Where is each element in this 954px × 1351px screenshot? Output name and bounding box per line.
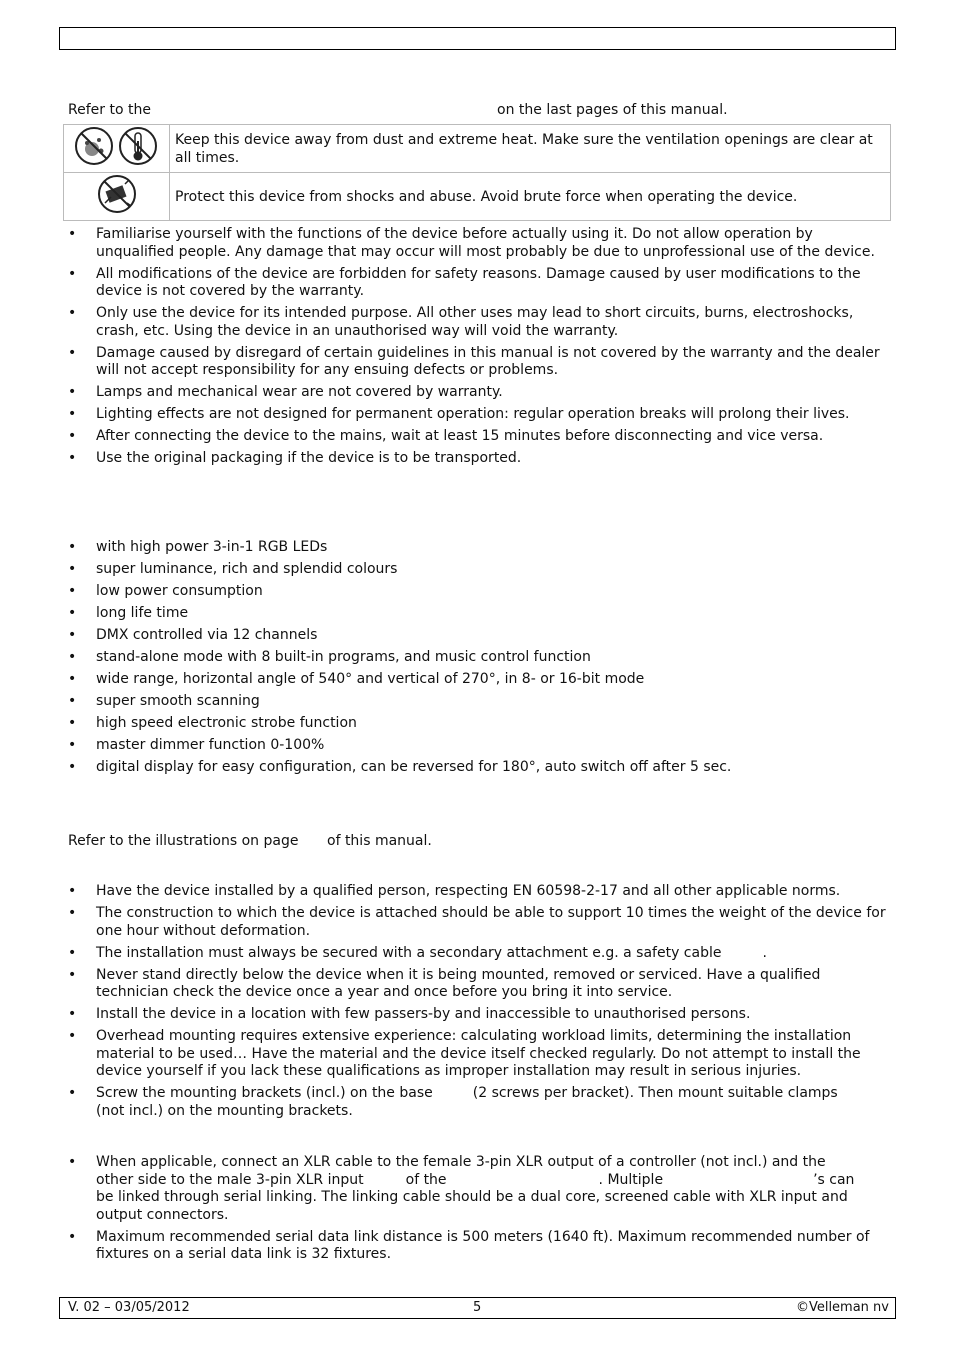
overview-prefix: Refer to the illustrations on page <box>68 833 299 849</box>
list-item <box>68 1085 888 1120</box>
dmx-line-2a: other side to the male 3-pin XLR input <box>96 1171 364 1188</box>
warning-icons-cell <box>64 173 170 221</box>
list-item: • DMX controlled via 12 channels <box>68 627 888 645</box>
secured-end: . <box>762 944 767 961</box>
shock-icon <box>95 173 139 215</box>
page-footer <box>59 1297 896 1319</box>
list-item: • Never stand directly below the device when it is being mounted, removed or serviced. Have a qualified technician check the device once a year and once before you bring it into service. <box>68 967 888 1002</box>
dmx-line-4: output connectors. <box>96 1206 229 1223</box>
list-item <box>68 945 888 963</box>
dmx-line-2b: of the <box>405 1171 447 1188</box>
guidelines-list <box>68 226 888 472</box>
bracket-text-c: (not incl.) on the mounting brackets. <box>96 1102 353 1119</box>
footer-copyright: ©Velleman nv <box>795 1300 889 1315</box>
warning-row <box>64 125 891 173</box>
list-item: • super luminance, rich and splendid colours <box>68 561 888 579</box>
installation-list-a <box>68 883 888 1125</box>
intro-line <box>68 102 151 118</box>
warning-icons-cell <box>64 125 170 173</box>
list-item: • Overhead mounting requires extensive experience: calculating workload limits, determining the installation material to be used… Have the material and the device itself checked regularly. Do not attempt to install the device yourself if you lack these qualifications as improper installation may result in serious injuries. <box>68 1028 888 1081</box>
footer-version: V. 02 – 03/05/2012 <box>68 1300 190 1315</box>
list-item: • wide range, horizontal angle of 540° and vertical of 270°, in 8- or 16-bit mode <box>68 671 888 689</box>
list-item: • high speed electronic strobe function <box>68 715 888 733</box>
list-item: • The construction to which the device is attached should be able to support 10 times the weight of the device for one hour without deformation. <box>68 905 888 940</box>
list-item: • low power consumption <box>68 583 888 601</box>
dmx-line-2c: . Multiple <box>598 1171 664 1188</box>
dust-icon <box>76 128 112 164</box>
features-list <box>68 539 888 781</box>
intro-prefix: Refer to the <box>68 102 151 118</box>
list-item: • Familiarise yourself with the functions of the device before actually using it. Do not allow operation by unqualified people. Any damage that may occur will most probably be due to unprofessional use of the device. <box>68 226 888 261</box>
dmx-list <box>68 1154 888 1268</box>
list-item: • digital display for easy configuration, can be reversed for 180°, auto switch off after 5 sec. <box>68 759 888 777</box>
warning-table <box>63 124 891 221</box>
footer-page-number: 5 <box>473 1300 482 1315</box>
list-item: • master dimmer function 0-100% <box>68 737 888 755</box>
dmx-line-1: When applicable, connect an XLR cable to the female 3-pin XLR output of a controller (not incl.) and the <box>96 1154 826 1170</box>
list-item: • stand-alone mode with 8 built-in programs, and music control function <box>68 649 888 667</box>
secured-text: The installation must always be secured with a secondary attachment e.g. a safety cable <box>96 944 722 961</box>
list-item: • long life time <box>68 605 888 623</box>
list-item: • Maximum recommended serial data link distance is 500 meters (1640 ft). Maximum recommended number of fixtures on a serial data link is 32 fixtures. <box>68 1229 888 1264</box>
list-item: • Lighting effects are not designed for permanent operation: regular operation breaks will prolong their lives. <box>68 406 888 424</box>
overview-suffix: of this manual. <box>327 833 432 849</box>
intro-suffix: on the last pages of this manual. <box>497 102 728 118</box>
warning-text-shock: Protect this device from shocks and abuse. Avoid brute force when operating the device. <box>170 173 891 221</box>
list-item: • Only use the device for its intended purpose. All other uses may lead to short circuits, burns, electroshocks, crash, etc. Using the device in an unauthorised way will void the warranty. <box>68 305 888 340</box>
thermometer-icon <box>120 128 156 164</box>
bracket-text-a: Screw the mounting brackets (incl.) on the base <box>96 1085 433 1101</box>
list-item: • Damage caused by disregard of certain guidelines in this manual is not covered by the warranty and the dealer will not accept responsibility for any ensuing defects or problems. <box>68 345 888 380</box>
list-item: • with high power 3-in-1 RGB LEDs <box>68 539 888 557</box>
list-item: • super smooth scanning <box>68 693 888 711</box>
dmx-line-2d: ’s can <box>813 1171 855 1188</box>
list-item <box>68 1154 888 1224</box>
list-item: • After connecting the device to the mains, wait at least 15 minutes before disconnecting and vice versa. <box>68 428 888 446</box>
page-header-box <box>59 27 896 50</box>
list-item: • All modifications of the device are forbidden for safety reasons. Damage caused by user modifications to the device is not covered by the warranty. <box>68 266 888 301</box>
list-item: • Have the device installed by a qualified person, respecting EN 60598-2-17 and all other applicable norms. <box>68 883 888 901</box>
list-item: • Install the device in a location with few passers-by and inaccessible to unauthorised persons. <box>68 1006 888 1024</box>
warning-row <box>64 173 891 221</box>
list-item: • Lamps and mechanical wear are not covered by warranty. <box>68 384 888 402</box>
bracket-text-b: (2 screws per bracket). Then mount suitable clamps <box>472 1085 838 1101</box>
dust-heat-icons <box>74 125 160 167</box>
warning-text-dust: Keep this device away from dust and extreme heat. Make sure the ventilation openings are clear at all times. <box>170 125 891 173</box>
list-item: • Use the original packaging if the device is to be transported. <box>68 450 888 468</box>
dmx-line-3: be linked through serial linking. The linking cable should be a dual core, screened cable with XLR input and <box>96 1189 848 1205</box>
